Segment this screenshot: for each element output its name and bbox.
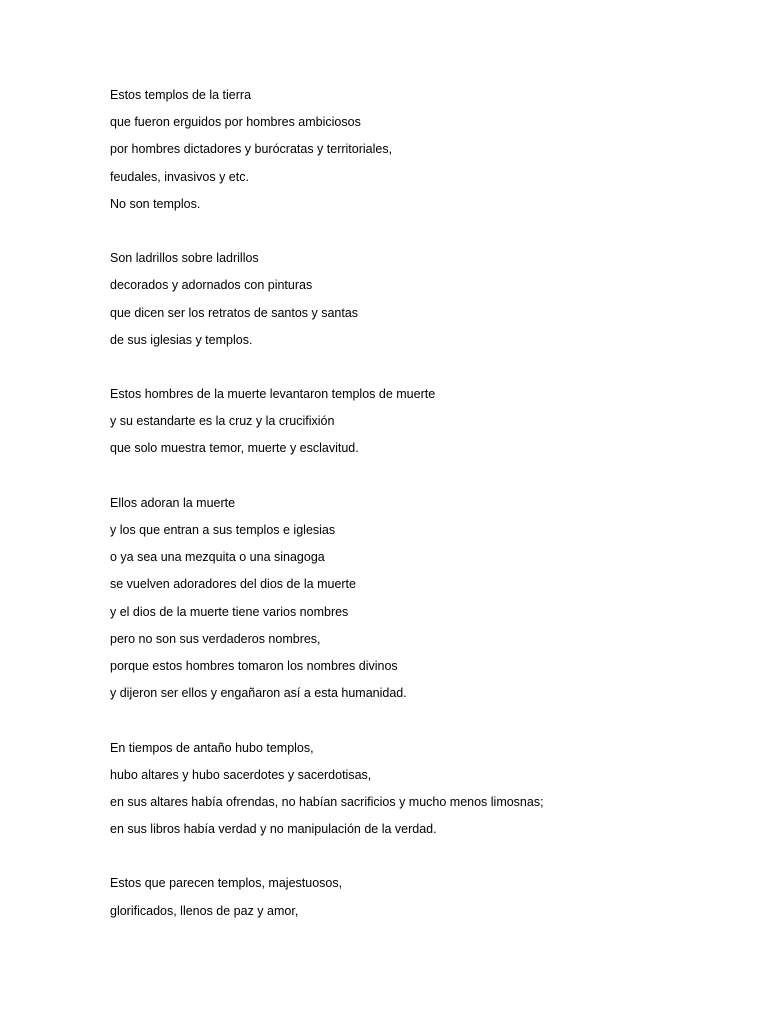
stanza-break <box>110 222 730 249</box>
poem-line: y su estandarte es la cruz y la crucifixión <box>110 414 335 429</box>
poem-line: Estos que parecen templos, majestuosos, <box>110 876 343 891</box>
stanza-5 <box>110 739 730 848</box>
poem-line: y dijeron ser ellos y engañaron así a esta humanidad. <box>110 686 407 701</box>
poem-line: en sus altares había ofrendas, no habían sacrificios y mucho menos limosnas; <box>110 794 544 809</box>
poem-line: que fueron erguidos por hombres ambiciosos <box>110 115 361 130</box>
poem-body <box>110 86 730 929</box>
poem-line: pero no son sus verdaderos nombres, <box>110 631 321 646</box>
stanza-4 <box>110 494 730 712</box>
poem-line: En tiempos de antaño hubo templos, <box>110 740 314 755</box>
poem-line: en sus libros había verdad y no manipulación de la verdad. <box>110 822 437 837</box>
poem-line: No son templos. <box>110 196 201 211</box>
poem-line: y los que entran a sus templos e iglesias <box>110 523 336 537</box>
poem-line: de sus iglesias y templos. <box>110 332 253 347</box>
poem-line: glorificados, llenos de paz y amor, <box>110 903 299 918</box>
poem-line: que dicen ser los retratos de santos y santas <box>110 305 359 320</box>
stanza-break <box>110 711 730 738</box>
stanza-2 <box>110 249 730 358</box>
poem-line: Estos templos de la tierra <box>110 88 252 102</box>
stanza-1 <box>110 86 730 222</box>
poem-line: se vuelven adoradores del dios de la muerte <box>110 577 356 592</box>
poem-line: y el dios de la muerte tiene varios nombres <box>110 604 349 619</box>
poem-line: Son ladrillos sobre ladrillos <box>110 251 259 266</box>
stanza-3 <box>110 385 730 467</box>
poem-line: decorados y adornados con pinturas <box>110 278 313 293</box>
poem-line: que solo muestra temor, muerte y esclavitud. <box>110 441 359 456</box>
poem-line: Ellos adoran la muerte <box>110 495 236 510</box>
stanza-break <box>110 358 730 385</box>
poem-line: por hombres dictadores y burócratas y territoriales, <box>110 142 393 157</box>
poem-line: feudales, invasivos y etc. <box>110 169 249 184</box>
poem-line: hubo altares y hubo sacerdotes y sacerdotisas, <box>110 767 372 782</box>
stanza-break <box>110 467 730 494</box>
poem-line: o ya sea una mezquita o una sinagoga <box>110 550 325 565</box>
poem-line: Estos hombres de la muerte levantaron templos de muerte <box>110 387 436 402</box>
poem-line: porque estos hombres tomaron los nombres divinos <box>110 658 398 673</box>
stanza-break <box>110 847 730 874</box>
stanza-6 <box>110 874 730 928</box>
